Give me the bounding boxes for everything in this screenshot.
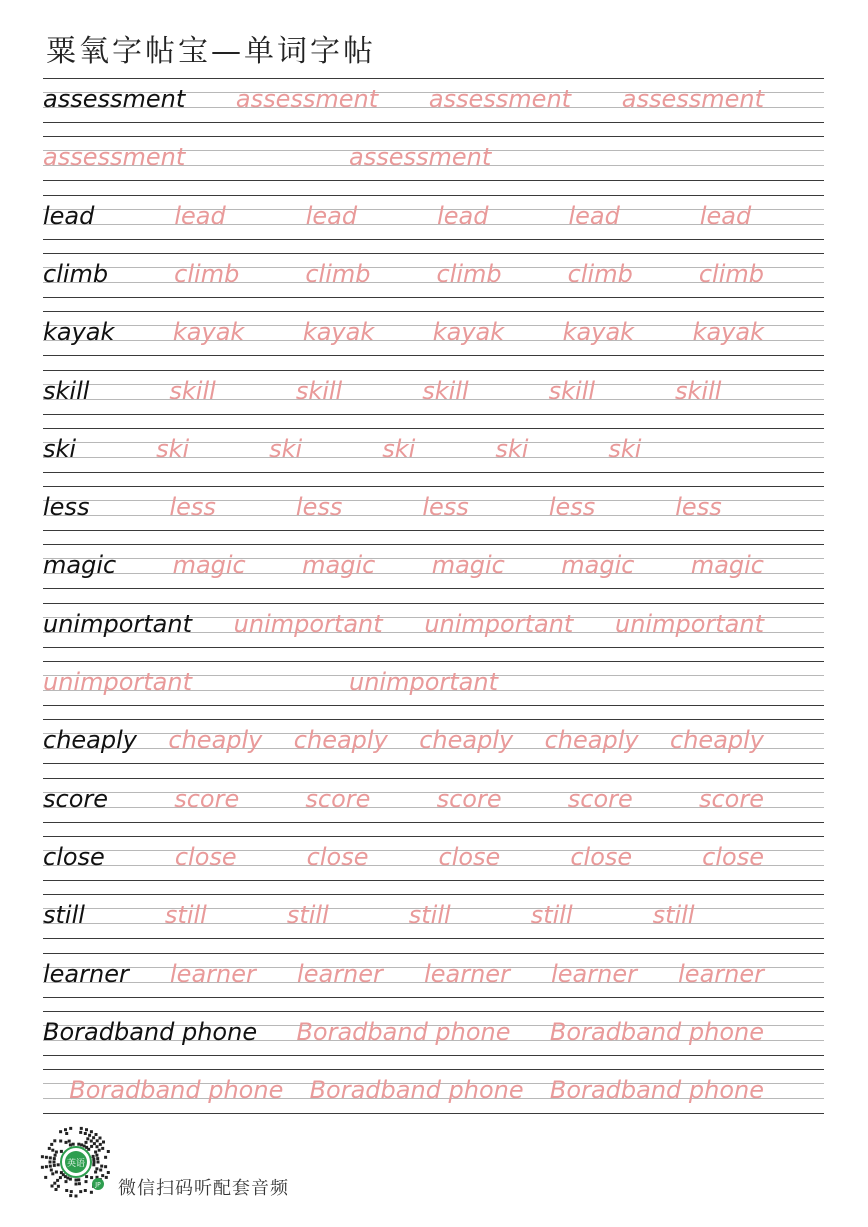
trace-word: climb: [305, 259, 371, 288]
guide-line: [43, 530, 824, 531]
trace-word: less: [169, 493, 216, 522]
guide-line: [43, 880, 824, 881]
practice-row: [43, 486, 824, 530]
trace-word: magic: [690, 551, 764, 580]
practice-row: [43, 836, 824, 880]
trace-word: learner: [678, 959, 764, 988]
trace-word: ski: [269, 434, 303, 463]
trace-word: climb: [698, 259, 764, 288]
trace-word: skill: [675, 376, 722, 405]
guide-line: [43, 544, 824, 545]
trace-word: learner: [551, 959, 637, 988]
trace-word: Boradband phone: [309, 1076, 524, 1105]
model-word: ski: [43, 434, 77, 463]
trace-word: still: [408, 901, 451, 930]
model-word: assessment: [43, 85, 186, 113]
footer-caption: 微信扫码听配套音频: [118, 1178, 289, 1199]
trace-word: assessment: [235, 85, 379, 113]
trace-word: cheaply: [419, 726, 514, 755]
trace-word: Boradband phone: [296, 1017, 511, 1046]
guide-line: [43, 428, 824, 429]
guide-line: [43, 1055, 824, 1056]
trace-word: ski: [156, 434, 190, 463]
guide-line: [43, 195, 824, 196]
model-word: lead: [43, 201, 95, 230]
trace-word: cheaply: [544, 726, 639, 755]
trace-word: magic: [302, 551, 376, 580]
trace-word: cheaply: [168, 726, 263, 755]
guide-line: [43, 894, 824, 895]
trace-word: ski: [608, 434, 642, 463]
guide-line: [43, 763, 824, 764]
trace-word: Boradband phone: [69, 1076, 284, 1105]
model-word: still: [43, 901, 85, 930]
guide-line: [43, 938, 824, 939]
trace-word: less: [295, 493, 343, 522]
model-word: unimportant: [43, 609, 192, 638]
practice-row: [43, 894, 824, 938]
guide-line: [43, 778, 824, 779]
guide-line: [43, 355, 824, 356]
practice-row: [43, 370, 824, 414]
trace-word: less: [675, 493, 722, 522]
trace-word: climb: [436, 259, 502, 288]
trace-word: Boradband phone: [549, 1017, 764, 1046]
trace-word: skill: [548, 376, 596, 405]
guide-line: [43, 603, 824, 604]
trace-word: unimportant: [615, 609, 764, 638]
trace-word: magic: [431, 551, 505, 580]
trace-word: assessment: [349, 143, 492, 172]
practice-row: [43, 778, 824, 822]
trace-word: still: [286, 901, 329, 930]
trace-word: climb: [567, 259, 633, 288]
guide-line: [43, 1011, 824, 1012]
model-word: less: [43, 493, 90, 522]
trace-word: magic: [561, 551, 635, 580]
trace-word: kayak: [172, 318, 245, 347]
practice-row: [43, 78, 824, 122]
trace-word: score: [698, 784, 764, 813]
trace-word: close: [306, 842, 369, 871]
trace-word: ski: [382, 434, 416, 463]
page-title: 粟氧字帖宝—单词字帖: [46, 34, 376, 69]
guide-line: [43, 661, 824, 662]
trace-word: score: [567, 784, 633, 813]
guide-line: [43, 472, 824, 473]
trace-word: assessment: [43, 143, 186, 172]
trace-word: lead: [437, 201, 489, 230]
model-word: score: [43, 784, 109, 813]
trace-word: still: [652, 901, 695, 930]
trace-word: kayak: [432, 318, 505, 347]
badge-label: 英语: [66, 1159, 86, 1169]
trace-word: close: [570, 842, 633, 871]
practice-row: [43, 311, 824, 355]
trace-word: less: [548, 493, 596, 522]
guide-line: [43, 705, 824, 706]
guide-line: [43, 136, 824, 137]
guide-line: [43, 822, 824, 823]
guide-line: [43, 588, 824, 589]
trace-word: lead: [568, 201, 620, 230]
trace-word: unimportant: [43, 668, 192, 696]
trace-word: score: [174, 784, 240, 813]
guide-line: [43, 647, 824, 648]
model-word: learner: [43, 959, 129, 988]
guide-line: [43, 253, 824, 254]
trace-word: lead: [699, 201, 752, 230]
model-word: climb: [43, 259, 109, 288]
practice-row: [43, 253, 824, 297]
practice-row: [43, 953, 824, 997]
practice-row: [43, 1011, 824, 1055]
trace-word: score: [436, 784, 502, 813]
model-word: kayak: [43, 318, 115, 347]
guide-line: [43, 297, 824, 298]
trace-word: skill: [422, 376, 469, 405]
trace-word: assessment: [621, 85, 764, 113]
trace-word: ski: [495, 434, 529, 463]
trace-word: Boradband phone: [549, 1076, 764, 1105]
footer: [40, 1126, 440, 1206]
trace-word: score: [305, 784, 371, 813]
trace-word: close: [702, 842, 764, 871]
trace-word: climb: [174, 259, 240, 288]
trace-word: lead: [305, 201, 358, 230]
trace-word: close: [174, 842, 237, 871]
trace-word: still: [530, 901, 573, 930]
trace-word: less: [422, 493, 469, 522]
guide-line: [43, 1113, 824, 1114]
practice-row: [43, 544, 824, 588]
trace-word: unimportant: [233, 609, 383, 638]
model-word: skill: [43, 376, 90, 405]
trace-word: learner: [170, 959, 256, 988]
practice-row: [43, 719, 824, 763]
guide-line: [43, 997, 824, 998]
guide-line: [43, 1069, 824, 1070]
trace-word: learner: [297, 959, 383, 988]
guide-line: [43, 239, 824, 240]
trace-word: cheaply: [293, 726, 388, 755]
trace-word: magic: [172, 551, 246, 580]
guide-line: [43, 311, 824, 312]
guide-line: [43, 414, 824, 415]
trace-word: skill: [295, 376, 343, 405]
trace-word: kayak: [692, 318, 764, 347]
trace-word: unimportant: [424, 609, 574, 638]
trace-word: skill: [169, 376, 216, 405]
guide-line: [43, 78, 824, 79]
guide-line: [43, 836, 824, 837]
guide-line: [43, 953, 824, 954]
trace-word: still: [164, 901, 207, 930]
guide-line: [43, 180, 824, 181]
trace-word: kayak: [302, 318, 375, 347]
practice-row: [43, 428, 824, 472]
trace-word: close: [438, 842, 501, 871]
trace-word: cheaply: [670, 726, 764, 755]
practice-row: [43, 603, 824, 647]
qr-code-icon[interactable]: [40, 1126, 112, 1198]
guide-line: [43, 122, 824, 123]
trace-word: learner: [424, 959, 510, 988]
practice-row: [43, 136, 824, 180]
model-word: magic: [43, 551, 117, 580]
practice-row: [43, 661, 824, 705]
trace-word: lead: [174, 201, 226, 230]
badge-small-label: JP: [95, 1181, 101, 1189]
practice-row: [43, 1069, 824, 1113]
trace-word: assessment: [428, 85, 572, 113]
guide-line: [43, 719, 824, 720]
trace-word: unimportant: [349, 668, 498, 696]
practice-row: [43, 195, 824, 239]
trace-word: kayak: [562, 318, 635, 347]
model-word: Boradband phone: [43, 1017, 258, 1046]
model-word: cheaply: [43, 726, 137, 755]
model-word: close: [43, 842, 105, 871]
guide-line: [43, 370, 824, 371]
guide-line: [43, 486, 824, 487]
